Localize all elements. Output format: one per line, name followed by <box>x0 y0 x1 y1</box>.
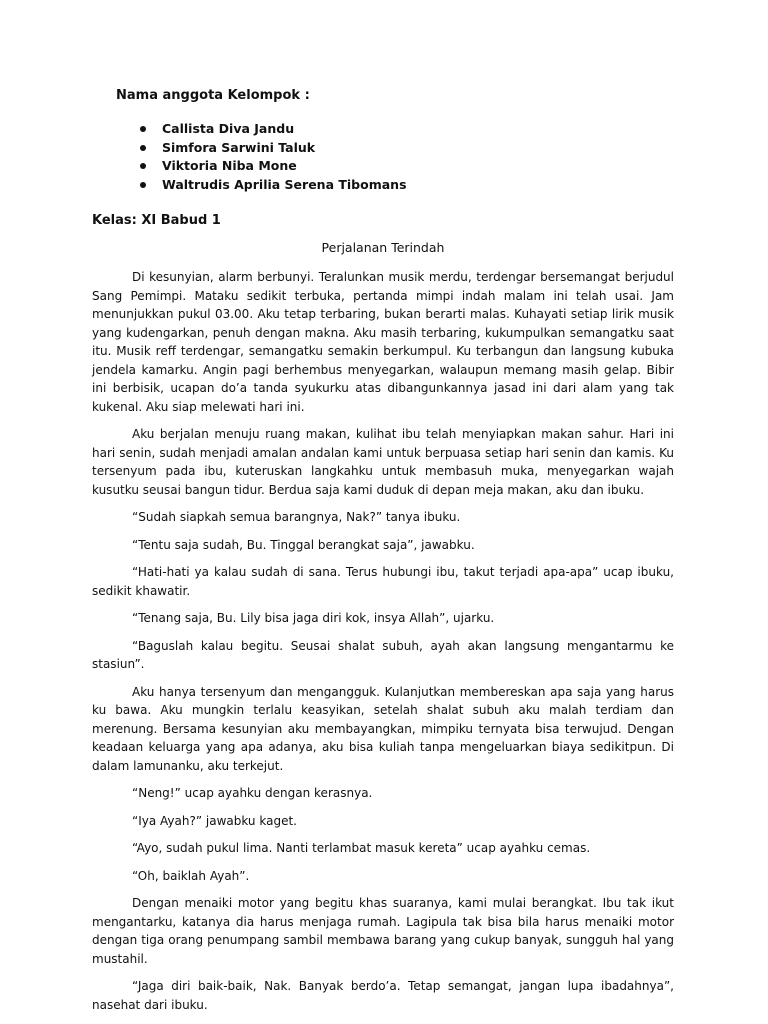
members-label: Nama anggota Kelompok : <box>116 88 310 103</box>
story-paragraph: “Sudah siapkah semua barangnya, Nak?” tanya ibuku. <box>132 510 461 524</box>
story-paragraph: “Iya Ayah?” jawabku kaget. <box>132 813 297 828</box>
story-paragraph: “Oh, baiklah Ayah”. <box>132 868 250 883</box>
story-paragraph: “Jaga diri baik-baik, Nak. Banyak berdo’a. Tetap semangat, jangan lupa ibadahnya”, nasehat dari ibuku. <box>92 979 674 1012</box>
member-list <box>92 120 674 194</box>
member-item: Waltrudis Aprilia Serena Tibomans <box>138 176 674 195</box>
story-paragraph: Dengan menaiki motor yang begitu khas suaranya, kami mulai berangkat. Ibu tak ikut mengantarku, katanya dia harus menjaga rumah. Lagipula tak bisa bila harus menaiki motor dengan tiga orang penumpang sambil membawa barang yang cukup banyak, sungguh hal yang mustahil. <box>92 896 674 966</box>
story-paragraph: “Tentu saja sudah, Bu. Tinggal berangkat saja”, jawabku. <box>132 537 475 552</box>
story-paragraph: “Hati-hati ya kalau sudah di sana. Terus hubungi ibu, takut terjadi apa-apa” ucap ibuku, sedikit khawatir. <box>92 565 674 598</box>
story-paragraph: Aku berjalan menuju ruang makan, kulihat ibu telah menyiapkan makan sahur. Hari ini hari senin, sudah menjadi amalan andalan kami untuk berpuasa setiap hari senin dan kamis. Ku tersenyum pada ibu, kuteruskan langkahku untuk membasuh muka, menyegarkan wajah kusutku seusai bangun tidur. Berdua saja kami duduk di depan meja makan, aku dan ibuku. <box>92 427 674 497</box>
story-paragraph: “Baguslah kalau begitu. Seusai shalat subuh, ayah akan langsung mengantarmu ke stasiun”. <box>92 638 674 671</box>
member-item: Callista Diva Jandu <box>138 120 674 139</box>
story-paragraph: “Ayo, sudah pukul lima. Nanti terlambat masuk kereta” ucap ayahku cemas. <box>132 841 591 855</box>
member-item: Viktoria Niba Mone <box>138 157 674 176</box>
story-paragraph: “Tenang saja, Bu. Lily bisa jaga diri kok, insya Allah”, ujarku. <box>132 611 495 625</box>
story-title: Perjalanan Terindah <box>321 240 445 255</box>
story-paragraph: Di kesunyian, alarm berbunyi. Teralunkan musik merdu, terdengar bersemangat berjudul Sang Pemimpi. Mataku sedikit terbuka, pertanda mimpi indah malam ini telah usai. Jam menunjukkan pukul 03.00. Aku tetap terbaring, bukan berarti malas. Kuhayati setiap lirik musik yang kudengarkan, penuh dengan makna. Aku masih terbaring, kukumpulkan semangatku saat itu. Musik reff terdengar, semangatku semakin berkumpul. Ku terbangun dan langsung kubuka jendela kamarku. Angin pagi berhembus menyegarkan, walaupun memang masih gelap. Bibir ini berbisik, ucapan do’a tanda syukurku atas dibangunkannya jasad ini dari alam yang tak kukenal. Aku siap melewati hari ini. <box>92 270 674 414</box>
class-label: Kelas: XI Babud 1 <box>92 213 221 228</box>
member-item: Simfora Sarwini Taluk <box>138 139 674 158</box>
story-body <box>92 268 674 1014</box>
story-paragraph: Aku hanya tersenyum dan mengangguk. Kulanjutkan membereskan apa saja yang harus ku bawa. Aku mungkin terlalu keasyikan, setelah shalat subuh aku malah terdiam dan merenung. Bersama kesunyian aku membayangkan, mimpiku ternyata bisa terwujud. Dengan keadaan keluarga yang apa adanya, aku bisa kuliah tanpa mengeluarkan biaya sedikitpun. Di dalam lamunanku, aku terkejut. <box>92 684 674 773</box>
story-paragraph: “Neng!” ucap ayahku dengan kerasnya. <box>132 786 373 800</box>
